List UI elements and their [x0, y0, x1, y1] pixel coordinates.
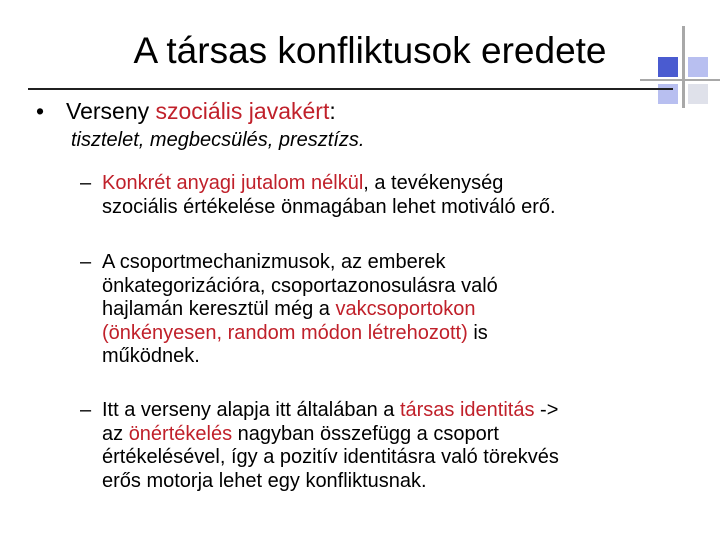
sub2-line3-red: vakcsoportokon — [335, 298, 476, 320]
sub-bullet-2-line-2: önkategorizációra, csoportazonosulásra való — [102, 274, 498, 297]
sub-bullet-2-line-3 — [102, 298, 680, 322]
deco-horizontal-line — [640, 79, 720, 81]
deco-vertical-line — [682, 26, 685, 108]
deco-square-blue — [658, 57, 678, 77]
sub-bullet-2-line-4 — [102, 322, 680, 346]
bullet-highlight: szociális javakért — [155, 98, 330, 124]
sub-bullet-3-line-3: értékelésével, így a pozitív identitásra való törekvés — [102, 446, 559, 468]
sub-bullet-2-line-5: működnek. — [102, 345, 200, 367]
deco-square-lightgray — [688, 84, 708, 104]
sub-bullet-2 — [80, 251, 680, 369]
sub3-line1-red: társas identitás — [399, 399, 535, 421]
sub-bullet-2-line-1: A csoportmechanizmusok, az emberek — [102, 251, 446, 273]
sub-bullet-3 — [80, 399, 680, 493]
sub3-line2-pre: az — [102, 422, 129, 445]
bullet-text-pre: Verseny — [66, 98, 156, 124]
sub3-line2-post: nagyban összefügg a csoport — [232, 422, 499, 445]
sub-bullet-marker: – — [80, 399, 92, 421]
sub-bullet-marker: – — [80, 172, 92, 194]
sub3-line2-red: önértékelés — [128, 422, 233, 445]
main-bullet — [36, 96, 336, 126]
sub2-line4-red: (önkényesen, random módon létrehozott) — [102, 321, 468, 344]
sub-bullet-3-line-2 — [102, 423, 680, 447]
sub3-line1-pre: Itt a verseny alapja itt általában a — [102, 399, 400, 421]
deco-square-lavender-1 — [688, 57, 708, 77]
sub3-line1-post: -> — [534, 399, 559, 421]
sub2-line3-pre: hajlamán keresztül még a — [102, 298, 336, 320]
title-underline — [28, 88, 673, 90]
bullet-marker: • — [36, 98, 45, 124]
bullet-detail: tisztelet, megbecsülés, presztízs. — [71, 129, 365, 151]
sub2-line4-post: is — [467, 321, 488, 344]
sub-bullet-1-line-2: szociális értékelése önmagában lehet motiváló erő. — [102, 195, 556, 218]
bullet-text-post: : — [329, 98, 336, 124]
sub-bullet-marker: – — [80, 251, 92, 273]
slide-title: A társas konfliktusok eredete — [133, 30, 607, 71]
sub1-red-text: Konkrét anyagi jutalom nélkül — [102, 172, 364, 194]
sub-bullet-3-line-4: erős motorja lehet egy konfliktusnak. — [102, 469, 427, 492]
sub-bullet-1-line-1 — [102, 172, 680, 196]
deco-square-lavender-2 — [658, 84, 678, 104]
sub1-line1-rest: , a tevékenység — [363, 172, 504, 194]
sub-bullet-3-line-1 — [102, 399, 680, 423]
sub-bullet-1 — [80, 172, 680, 219]
